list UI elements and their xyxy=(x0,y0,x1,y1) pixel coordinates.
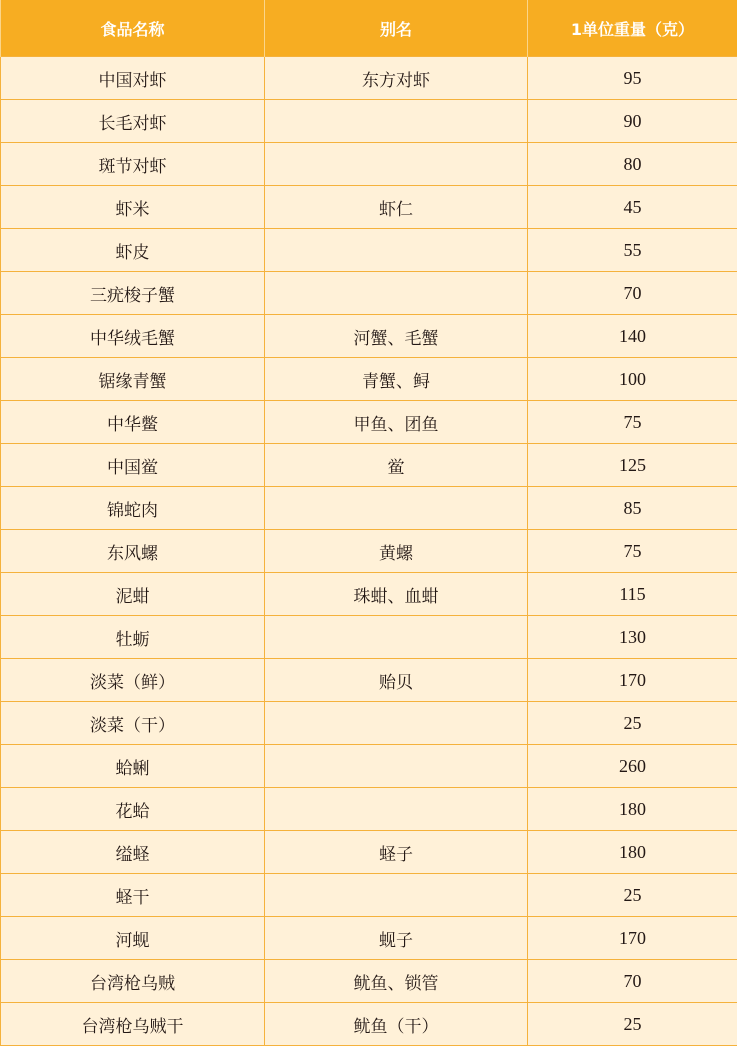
table-row xyxy=(1,143,737,186)
table-row xyxy=(1,358,737,401)
table-header xyxy=(1,0,737,57)
alias-cell xyxy=(265,745,528,788)
food-name-cell: 蛏干 xyxy=(1,874,265,917)
header-row xyxy=(1,0,737,57)
unit-weight-cell: 125 xyxy=(528,444,737,487)
food-name-cell: 缢蛏 xyxy=(1,831,265,874)
table-row xyxy=(1,401,737,444)
food-name-cell: 锦蛇肉 xyxy=(1,487,265,530)
food-name-cell: 虾皮 xyxy=(1,229,265,272)
unit-weight-cell: 25 xyxy=(528,702,737,745)
alias-cell xyxy=(265,143,528,186)
table-row xyxy=(1,315,737,358)
table-row xyxy=(1,788,737,831)
alias-cell xyxy=(265,874,528,917)
unit-weight-cell: 130 xyxy=(528,616,737,659)
alias-cell xyxy=(265,702,528,745)
alias-cell: 蛏子 xyxy=(265,831,528,874)
alias-cell: 鱿鱼（干） xyxy=(265,1003,528,1046)
header-food-name: 食品名称 xyxy=(1,0,265,57)
alias-cell: 甲鱼、团鱼 xyxy=(265,401,528,444)
food-name-cell: 台湾枪乌贼 xyxy=(1,960,265,1003)
alias-cell xyxy=(265,229,528,272)
unit-weight-cell: 260 xyxy=(528,745,737,788)
alias-cell: 鲎 xyxy=(265,444,528,487)
table-row xyxy=(1,1003,737,1046)
table-row xyxy=(1,960,737,1003)
alias-cell: 河蟹、毛蟹 xyxy=(265,315,528,358)
food-name-cell: 淡菜（干） xyxy=(1,702,265,745)
unit-weight-cell: 180 xyxy=(528,788,737,831)
alias-cell: 东方对虾 xyxy=(265,57,528,100)
table-row xyxy=(1,487,737,530)
table-row xyxy=(1,831,737,874)
unit-weight-cell: 90 xyxy=(528,100,737,143)
alias-cell: 虾仁 xyxy=(265,186,528,229)
food-name-cell: 中华绒毛蟹 xyxy=(1,315,265,358)
unit-weight-cell: 180 xyxy=(528,831,737,874)
header-alias: 别名 xyxy=(265,0,528,57)
table-row xyxy=(1,57,737,100)
alias-cell: 青蟹、鲟 xyxy=(265,358,528,401)
food-name-cell: 花蛤 xyxy=(1,788,265,831)
unit-weight-cell: 95 xyxy=(528,57,737,100)
alias-cell xyxy=(265,616,528,659)
alias-cell: 贻贝 xyxy=(265,659,528,702)
unit-weight-cell: 100 xyxy=(528,358,737,401)
alias-cell: 珠蚶、血蚶 xyxy=(265,573,528,616)
alias-cell: 鱿鱼、锁管 xyxy=(265,960,528,1003)
table-row xyxy=(1,530,737,573)
food-name-cell: 中国对虾 xyxy=(1,57,265,100)
unit-weight-cell: 45 xyxy=(528,186,737,229)
header-unit-weight: 1单位重量（克） xyxy=(528,0,737,57)
table-row xyxy=(1,186,737,229)
unit-weight-cell: 55 xyxy=(528,229,737,272)
unit-weight-cell: 25 xyxy=(528,1003,737,1046)
unit-weight-cell: 75 xyxy=(528,401,737,444)
alias-cell: 蚬子 xyxy=(265,917,528,960)
alias-cell xyxy=(265,100,528,143)
food-name-cell: 牡蛎 xyxy=(1,616,265,659)
unit-weight-cell: 75 xyxy=(528,530,737,573)
unit-weight-cell: 115 xyxy=(528,573,737,616)
table-row xyxy=(1,917,737,960)
table-row xyxy=(1,229,737,272)
table-row xyxy=(1,616,737,659)
food-name-cell: 三疣梭子蟹 xyxy=(1,272,265,315)
unit-weight-cell: 70 xyxy=(528,960,737,1003)
food-name-cell: 斑节对虾 xyxy=(1,143,265,186)
food-name-cell: 虾米 xyxy=(1,186,265,229)
unit-weight-cell: 25 xyxy=(528,874,737,917)
table-row xyxy=(1,573,737,616)
unit-weight-cell: 80 xyxy=(528,143,737,186)
unit-weight-cell: 170 xyxy=(528,659,737,702)
table-row xyxy=(1,100,737,143)
table-row xyxy=(1,659,737,702)
table-row xyxy=(1,272,737,315)
food-name-cell: 蛤蜊 xyxy=(1,745,265,788)
alias-cell xyxy=(265,272,528,315)
unit-weight-cell: 70 xyxy=(528,272,737,315)
table-body xyxy=(1,57,737,1046)
food-name-cell: 东风螺 xyxy=(1,530,265,573)
unit-weight-cell: 140 xyxy=(528,315,737,358)
table-row xyxy=(1,702,737,745)
unit-weight-cell: 170 xyxy=(528,917,737,960)
table-row xyxy=(1,745,737,788)
food-name-cell: 泥蚶 xyxy=(1,573,265,616)
alias-cell: 黄螺 xyxy=(265,530,528,573)
food-name-cell: 台湾枪乌贼干 xyxy=(1,1003,265,1046)
alias-cell xyxy=(265,487,528,530)
unit-weight-cell: 85 xyxy=(528,487,737,530)
food-name-cell: 长毛对虾 xyxy=(1,100,265,143)
food-name-cell: 河蚬 xyxy=(1,917,265,960)
food-name-cell: 中华鳖 xyxy=(1,401,265,444)
food-name-cell: 锯缘青蟹 xyxy=(1,358,265,401)
table-row xyxy=(1,874,737,917)
table-row xyxy=(1,444,737,487)
food-name-cell: 淡菜（鲜） xyxy=(1,659,265,702)
food-name-cell: 中国鲎 xyxy=(1,444,265,487)
alias-cell xyxy=(265,788,528,831)
